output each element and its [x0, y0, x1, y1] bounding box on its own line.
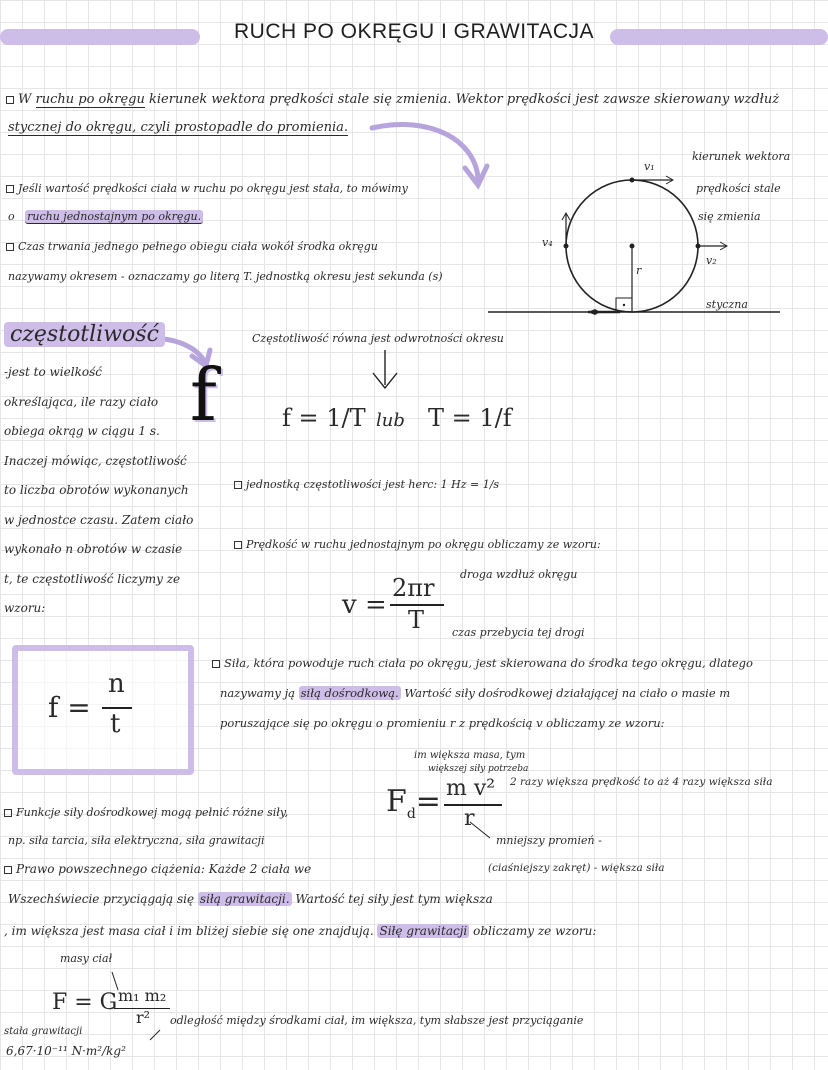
or-label: lub [376, 410, 405, 431]
speed-note-den: czas przebycia tej drogi [452, 626, 585, 639]
formula-T: T = 1/f [428, 404, 512, 432]
centripetal-note-top-2: większej siły potrzeba [428, 764, 529, 774]
box-formula-num: n [108, 669, 125, 699]
grav-formula-den: r² [136, 1008, 151, 1027]
speed-formula-lhs: v = [342, 590, 387, 620]
frequency-description: -jest to wielkość określająca, ile razy ciało obiega okrąg w ciągu 1 s. Inaczej mówiąc, częstotliwość to liczba obrotów wykonanych w jednostce czasu. Zatem ciało wykonało n obrotów w czasie t, te częstotliwość liczymy ze wzoru: [4, 365, 194, 615]
functions-line-2: np. siła tarcia, siła elektryczna, siła grawitacji [8, 834, 265, 847]
unit-note: jednostką częstotliwości jest herc: 1 Hz = 1/s [234, 478, 499, 491]
v2-label: v₂ [706, 254, 717, 267]
centripetal-note-right: 2 razy większa prędkość to aż 4 razy większa siła [510, 776, 773, 788]
masses-note: masy ciał [60, 952, 113, 965]
period-line-1: Czas trwania jednego pełnego obiegu ciała wokół środka okręgu [6, 240, 378, 253]
intro-line-2: stycznej do okręgu, czyli prostopadle do promienia. [8, 120, 349, 135]
bullet-icon [234, 541, 242, 549]
distance-note: odległość między środkami ciał, im większa, tym słabsze jest przyciąganie [170, 1014, 584, 1027]
frequency-formula-box [12, 645, 194, 775]
functions-line-1: Funkcje siły dośrodkowej mogą pełnić różne siły, [4, 806, 288, 819]
grav-formula-num: m₁ m₂ [118, 986, 167, 1005]
speed-intro: Prędkość w ruchu jednostajnym po okręgu obliczamy ze wzoru: [234, 538, 601, 551]
diagram-note-3: się zmienia [698, 210, 761, 223]
gravity-line-1: Prawo powszechnego ciążenia: Każde 2 ciała we [4, 862, 311, 876]
centripetal-line-2: nazywamy ją siłą dośrodkową. Wartość siły dośrodkowej działającej na ciało o masie m [220, 686, 731, 700]
box-formula-lhs: f = [48, 691, 91, 724]
box-formula-den: t [110, 709, 121, 739]
r-label: r [636, 264, 642, 277]
speed-note-num: droga wzdłuż okręgu [460, 568, 578, 581]
const-label: stała grawitacji [4, 1026, 83, 1037]
centripetal-note-bottom-2: (ciaśniejszy zakręt) - większa siła [488, 862, 665, 874]
speed-formula-den: T [408, 606, 425, 634]
formula-f: f = 1/T [282, 404, 366, 432]
fd-formula-num: m v² [446, 776, 496, 801]
diagram-note-2: prędkości stale [696, 182, 781, 195]
tangent-label: styczna [706, 298, 748, 311]
centripetal-line-1: Siła, która powoduje ruch ciała po okręgu, jest skierowana do środka tego okręgu, dlatego [212, 656, 753, 670]
diagram-note-1: kierunek wektora [692, 150, 791, 163]
speed-formula-num: 2πr [392, 574, 435, 602]
bullet-icon [234, 481, 242, 489]
frequency-symbol: f [190, 353, 217, 437]
uniform-line-1: Jeśli wartość prędkości ciała w ruchu po okręgu jest stała, to mówimy [6, 182, 408, 195]
uniform-line-2: o ruchu jednostajnym po okręgu. [8, 210, 202, 223]
period-line-2: nazywamy okresem - oznaczamy go literą T. jednostką okresu jest sekunda (s) [8, 270, 443, 283]
bullet-icon [4, 809, 12, 817]
centripetal-note-bottom-1: mniejszy promień - [496, 834, 602, 847]
intro-line-1: W ruchu po okręgu kierunek wektora prędkości stale się zmienia. Wektor prędkości jest zawsze skierowany wzdłuż [6, 92, 779, 107]
page-title: RUCH PO OKRĘGU I GRAWITACJA [233, 20, 595, 43]
fd-formula-lhs: $F_d=$ [386, 784, 441, 822]
centripetal-line-3: poruszające się po okręgu o promieniu r z prędkością v obliczamy ze wzoru: [220, 716, 665, 730]
grav-formula-lhs: F = G [52, 990, 118, 1015]
gravity-line-3: , im większa jest masa ciał i im bliżej siebie się one znajdują. Siłę grawitacji obliczamy ze wzoru: [4, 924, 597, 938]
inverse-note: Częstotliwość równa jest odwrotności okresu [252, 332, 504, 345]
bullet-icon [212, 660, 220, 668]
fd-formula-den: r [464, 806, 475, 831]
gravity-line-2: Wszechświecie przyciągają się siłą grawitacji. Wartość tej siły jest tym większa [8, 892, 493, 906]
const-value: 6,67·10⁻¹¹ N·m²/kg² [6, 1044, 126, 1058]
frequency-heading: częstotliwość [4, 322, 165, 347]
centripetal-note-top-1: im większa masa, tym [414, 750, 526, 761]
bullet-icon [4, 866, 12, 874]
v4-label: v₄ [542, 236, 553, 249]
v1-label: v₁ [644, 160, 655, 173]
